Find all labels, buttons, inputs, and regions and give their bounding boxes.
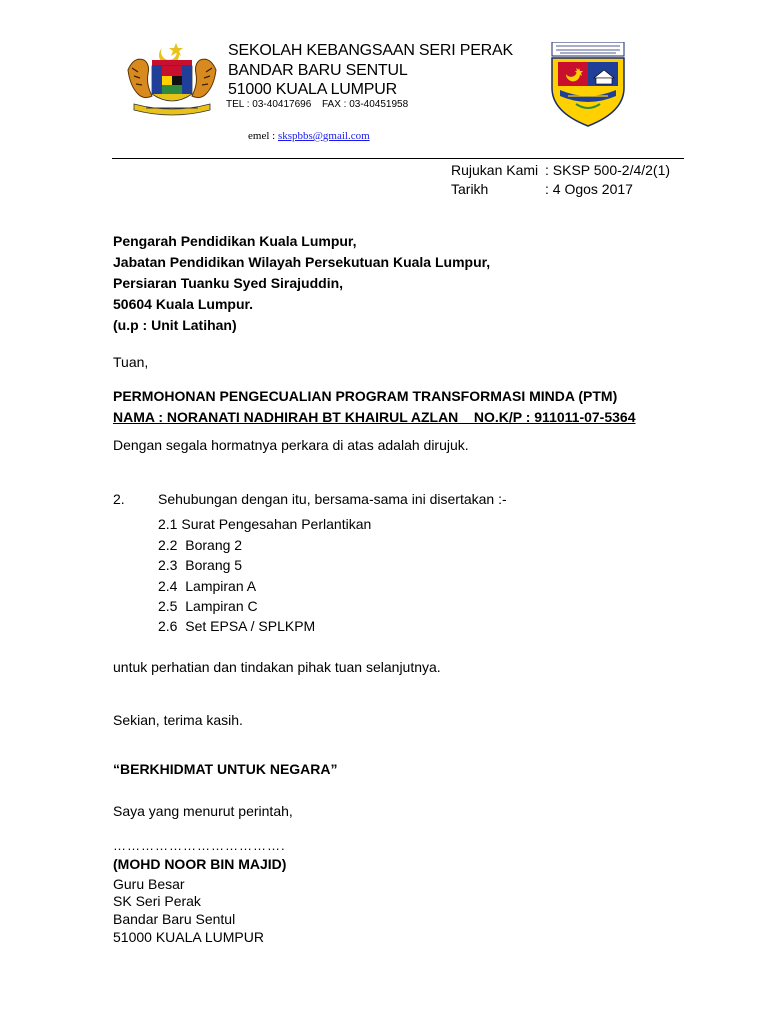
school-name: SEKOLAH KEBANGSAAN SERI PERAK	[228, 42, 513, 59]
obedient-line: Saya yang menurut perintah,	[113, 803, 293, 819]
school-email-line	[248, 130, 370, 142]
signatory-title: Guru Besar	[113, 876, 185, 892]
email-label: emel :	[248, 130, 278, 142]
signature-line: ……………………………….	[113, 838, 286, 853]
school-crest-icon	[546, 42, 630, 128]
school-fax: FAX : 03-40451958	[322, 99, 409, 110]
list-item: 2.6 Set EPSA / SPLKPM	[158, 618, 316, 634]
coat-of-arms-icon	[124, 40, 220, 116]
recipient-line-2: Jabatan Pendidikan Wilayah Persekutuan Kuala Lumpur,	[113, 254, 491, 270]
recipient-line-4: 50604 Kuala Lumpur.	[113, 296, 254, 312]
school-area: BANDAR BARU SENTUL	[228, 62, 408, 79]
para2-text: Sehubungan dengan itu, bersama-sama ini disertakan :-	[158, 491, 507, 507]
thanks-line: Sekian, terima kasih.	[113, 712, 243, 728]
signatory-area: Bandar Baru Sentul	[113, 911, 236, 927]
para2-number: 2.	[113, 491, 125, 507]
recipient-line-3: Persiaran Tuanku Syed Sirajuddin,	[113, 275, 344, 291]
motto: “BERKHIDMAT UNTUK NEGARA”	[113, 761, 338, 777]
list-item: 2.1 Surat Pengesahan Perlantikan	[158, 516, 372, 532]
list-item: 2.3 Borang 5	[158, 557, 243, 573]
subject-line-1: PERMOHONAN PENGECUALIAN PROGRAM TRANSFORMASI MINDA (PTM)	[113, 388, 618, 404]
ref-label: Rujukan Kami	[451, 162, 539, 178]
list-item: 2.5 Lampiran C	[158, 598, 258, 614]
date-label: Tarikh	[451, 181, 489, 197]
recipient-line-5: (u.p : Unit Latihan)	[113, 317, 237, 333]
date-value: : 4 Ogos 2017	[545, 181, 633, 197]
school-postcode: 51000 KUALA LUMPUR	[228, 81, 397, 98]
subject-line-2: NAMA : NORANATI NADHIRAH BT KHAIRUL AZLAN NO.K/P : 911011-07-5364	[113, 409, 636, 425]
school-tel: TEL : 03-40417696	[226, 99, 312, 110]
email-link[interactable]: skspbbs@gmail.com	[277, 130, 370, 142]
list-item: 2.2 Borang 2	[158, 537, 243, 553]
ref-value: : SKSP 500-2/4/2(1)	[545, 162, 671, 178]
header-divider	[112, 158, 684, 159]
signatory-postcode: 51000 KUALA LUMPUR	[113, 929, 264, 945]
signatory-name: (MOHD NOOR BIN MAJID)	[113, 856, 287, 872]
signatory-school: SK Seri Perak	[113, 893, 201, 909]
closing-paragraph: untuk perhatian dan tindakan pihak tuan selanjutnya.	[113, 659, 441, 675]
list-item: 2.4 Lampiran A	[158, 578, 257, 594]
recipient-line-1: Pengarah Pendidikan Kuala Lumpur,	[113, 233, 357, 249]
salutation: Tuan,	[113, 354, 149, 370]
opening-paragraph: Dengan segala hormatnya perkara di atas adalah dirujuk.	[113, 437, 469, 453]
